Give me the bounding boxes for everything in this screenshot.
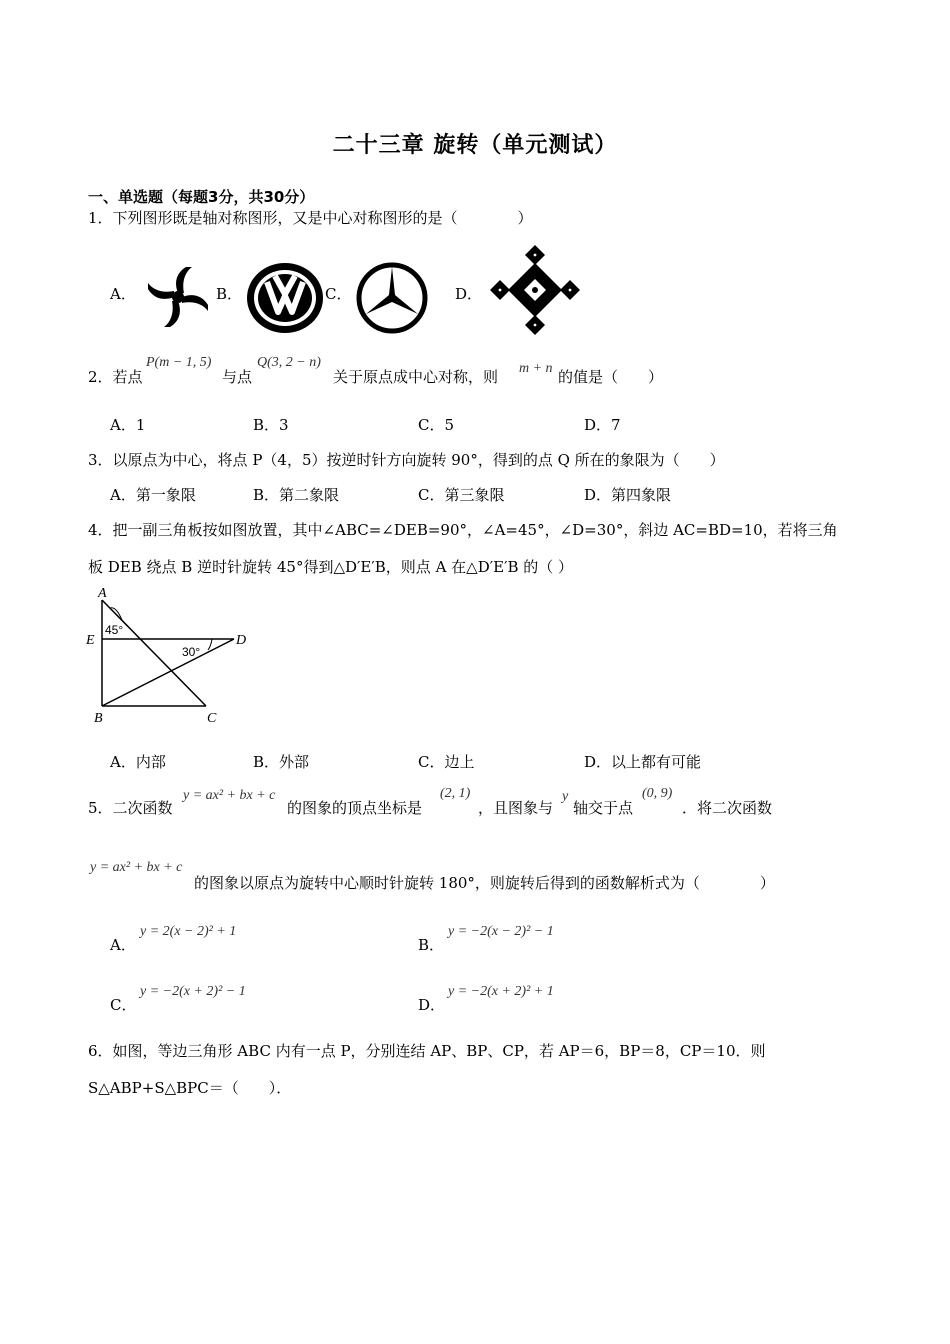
q5-point: (0, 9): [642, 786, 673, 801]
question-6-line-2: S△ABP+S△BPC＝（ ）．: [88, 1079, 292, 1097]
q5-func: y = ax² + bx + c: [183, 788, 276, 803]
question-6-line-1: 6．如图，等边三角形 ABC 内有一点 P，分别连结 AP、BP、CP，若 AP＝6，BP＝8，CP＝10．则: [88, 1042, 766, 1060]
q4-angle-30: 30°: [182, 645, 201, 659]
q5-axis: y: [562, 789, 569, 804]
question-3-stem: 3．以原点为中心，将点 P（4，5）按逆时针方向旋转 90°，得到的点 Q 所在的象限为（ ）: [88, 451, 725, 469]
section-heading: 一、单选题（每题3分，共30分）: [88, 188, 315, 206]
q5-mid3: 轴交于点: [573, 799, 634, 817]
q1-option-a-label: A．: [110, 285, 136, 303]
q5-option-a-expr: y = 2(x − 2)² + 1: [140, 924, 237, 939]
q2-option-c: C．5: [418, 416, 455, 434]
q4-option-b: B．外部: [253, 753, 310, 771]
q5-num: 5．二次函数: [88, 799, 173, 817]
q4-label-a: A: [98, 586, 107, 601]
q2-tail: 的值是（ ）: [558, 368, 664, 386]
q4-option-c: C．边上: [418, 753, 475, 771]
question-4-line-1: 4．把一副三角板按如图放置，其中∠ABC=∠DEB=90°，∠A=45°，∠D=30°，斜边 AC=BD=10，若将三角: [88, 521, 838, 539]
q1-option-b-label: B．: [216, 285, 243, 303]
q5-line2-text: 的图象以原点为旋转中心顺时针旋转 180°，则旋转后得到的函数解析式为（ ）: [194, 874, 775, 892]
q2-expr: m + n: [519, 361, 553, 376]
q5-option-c-expr: y = −2(x + 2)² − 1: [140, 984, 246, 999]
q2-option-a: A．1: [110, 416, 146, 434]
q2-mid: 与点: [222, 368, 253, 386]
q3-option-c: C．第三象限: [418, 486, 505, 504]
mercedes-logo-figure-icon: [355, 262, 429, 334]
vw-logo-figure-icon: [245, 262, 325, 334]
q5-vertex: (2, 1): [440, 786, 471, 801]
q1-option-d-label: D．: [455, 285, 483, 303]
q2-point-q: Q(3, 2 − n): [257, 355, 321, 370]
q4-label-e: E: [86, 633, 95, 648]
q4-label-c: C: [207, 711, 217, 726]
q5-option-a-label: A．: [110, 936, 136, 954]
q4-triangle-figure: [84, 584, 254, 726]
q5-option-d-label: D．: [418, 996, 446, 1014]
q4-option-d: D．以上都有可能: [584, 753, 702, 771]
diamond-cross-figure-icon: [485, 245, 585, 335]
q2-num: 2．若点: [88, 368, 143, 386]
q5-mid: 的图象的顶点坐标是: [287, 799, 423, 817]
q4-option-a: A．内部: [110, 753, 166, 771]
page-title: 二十三章 旋转（单元测试）: [332, 133, 618, 158]
q2-point-p: P(m − 1, 5): [146, 355, 212, 370]
q5-option-c-label: C．: [110, 996, 137, 1014]
q5-option-b-label: B．: [418, 936, 445, 954]
q4-label-b: B: [94, 711, 103, 726]
q3-option-a: A．第一象限: [110, 486, 196, 504]
pinwheel-figure-icon: [143, 262, 213, 332]
q5-option-d-expr: y = −2(x + 2)² + 1: [448, 984, 554, 999]
question-1-stem: 1．下列图形既是轴对称图形，又是中心对称图形的是（ ）: [88, 209, 533, 227]
q5-line2-func: y = ax² + bx + c: [90, 860, 183, 875]
q3-option-d: D．第四象限: [584, 486, 672, 504]
question-4-line-2: 板 DEB 绕点 B 逆时针旋转 45°得到△D′E′B，则点 A 在△D′E′B 的（ ）: [88, 558, 574, 576]
q5-option-b-expr: y = −2(x − 2)² − 1: [448, 924, 554, 939]
q2-mid2: 关于原点成中心对称，则: [333, 368, 499, 386]
q5-mid2: ，且图象与: [478, 799, 554, 817]
q5-tail: ．将二次函数: [682, 799, 773, 817]
q4-label-d: D: [236, 633, 247, 648]
q2-option-d: D．7: [584, 416, 621, 434]
q1-option-c-label: C．: [325, 285, 352, 303]
q3-option-b: B．第二象限: [253, 486, 340, 504]
q2-option-b: B．3: [253, 416, 289, 434]
q4-angle-45: 45°: [105, 623, 124, 637]
